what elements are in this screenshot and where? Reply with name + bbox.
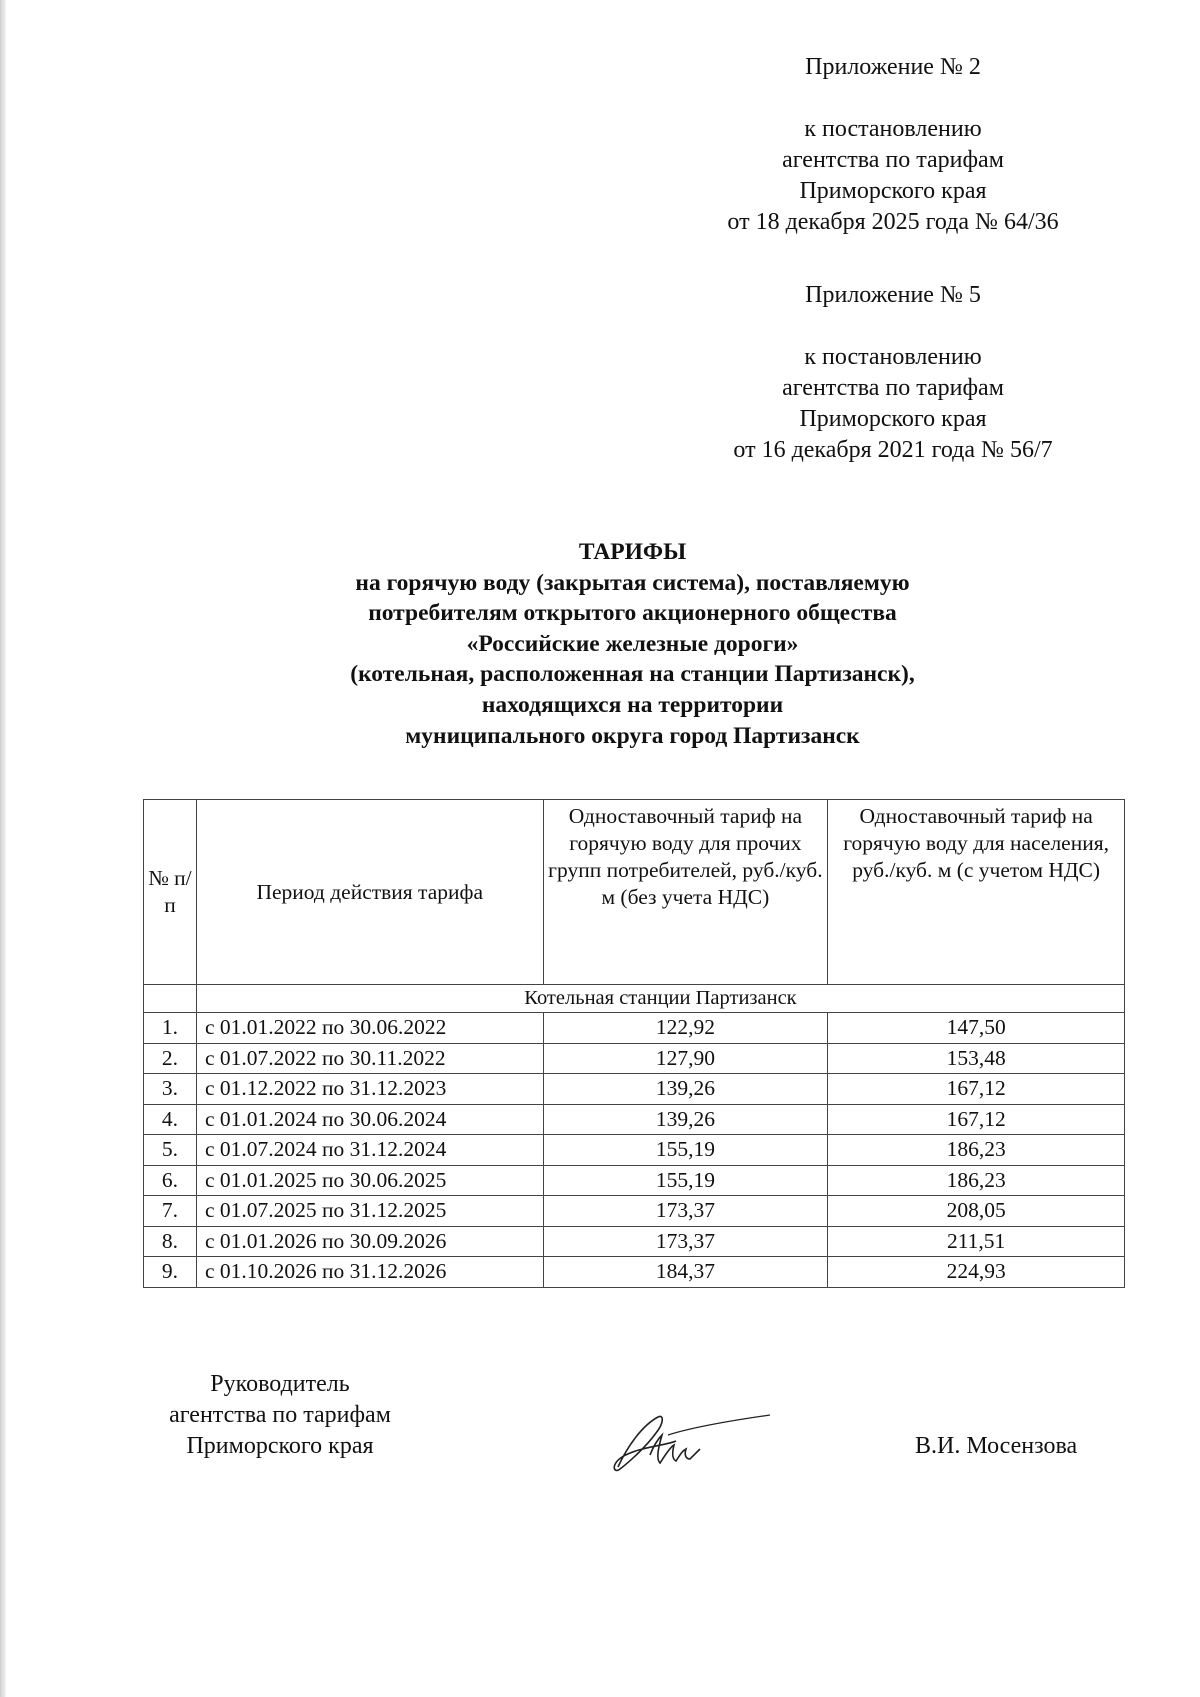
table-header-row — [144, 800, 1125, 985]
row-period-cell: с 01.01.2022 по 30.06.2022 — [196, 1013, 543, 1044]
appendix-original — [683, 280, 1103, 466]
row-tariff-population-cell: 153,48 — [828, 1043, 1125, 1074]
row-number-cell: 9. — [144, 1257, 197, 1288]
table-row — [144, 1135, 1125, 1166]
row-period-cell: с 01.10.2026 по 31.12.2026 — [196, 1257, 543, 1288]
title-line: потребителям открытого акционерного общества — [368, 600, 897, 627]
row-tariff-other-cell: 173,37 — [543, 1226, 828, 1257]
row-period-cell: с 01.01.2024 по 30.06.2024 — [196, 1104, 543, 1135]
row-tariff-other-cell: 173,37 — [543, 1196, 828, 1227]
row-tariff-other-cell: 127,90 — [543, 1043, 828, 1074]
title-line: муниципального округа город Партизанск — [405, 722, 860, 749]
appendix-original-line: агентства по тарифам — [782, 375, 1004, 401]
row-period-cell: с 01.07.2025 по 31.12.2025 — [196, 1196, 543, 1227]
document-title — [140, 537, 1125, 751]
row-tariff-other-cell: 139,26 — [543, 1104, 828, 1135]
row-period-cell: с 01.07.2024 по 31.12.2024 — [196, 1135, 543, 1166]
appendix-current-line: агентства по тарифам — [782, 147, 1004, 173]
table-row — [144, 1226, 1125, 1257]
header-tariff-population: Одноставочный тариф на горячую воду для населения, руб./куб. м (с учетом НДС) — [828, 800, 1125, 985]
header-period: Период действия тарифа — [196, 800, 543, 985]
row-tariff-population-cell: 167,12 — [828, 1104, 1125, 1135]
row-tariff-population-cell: 208,05 — [828, 1196, 1125, 1227]
table-row — [144, 1257, 1125, 1288]
appendix-current-date: от 18 декабря 2025 года № 64/36 — [727, 209, 1059, 235]
row-tariff-population-cell: 186,23 — [828, 1135, 1125, 1166]
signer-position-line: агентства по тарифам — [169, 1402, 391, 1428]
table-section-row — [144, 985, 1125, 1013]
row-tariff-other-cell: 155,19 — [543, 1135, 828, 1166]
appendix-original-line: к постановлению — [804, 344, 982, 370]
table-row — [144, 1165, 1125, 1196]
signer-position — [130, 1369, 430, 1462]
appendix-current-line: к постановлению — [804, 116, 982, 142]
signer-name: В.И. Мосензова — [915, 1433, 1078, 1459]
handwritten-signature — [598, 1405, 778, 1485]
signer-position-line: Руководитель — [210, 1371, 350, 1397]
title-line: на горячую воду (закрытая система), поставляемую — [355, 569, 910, 596]
appendix-original-line: Приморского края — [799, 406, 987, 432]
row-tariff-population-cell: 167,12 — [828, 1074, 1125, 1105]
table-row — [144, 1196, 1125, 1227]
section-title: Котельная станции Партизанск — [196, 985, 1124, 1013]
row-tariff-population-cell: 211,51 — [828, 1226, 1125, 1257]
row-period-cell: с 01.12.2022 по 31.12.2023 — [196, 1074, 543, 1105]
row-tariff-population-cell: 186,23 — [828, 1165, 1125, 1196]
appendix-original-heading: Приложение № 5 — [805, 282, 981, 308]
row-number-cell: 6. — [144, 1165, 197, 1196]
appendix-original-date: от 16 декабря 2021 года № 56/7 — [733, 437, 1053, 463]
row-tariff-population-cell: 147,50 — [828, 1013, 1125, 1044]
row-tariff-other-cell: 122,92 — [543, 1013, 828, 1044]
table-row — [144, 1043, 1125, 1074]
row-number-cell: 5. — [144, 1135, 197, 1166]
title-line: (котельная, расположенная на станции Партизанск), — [350, 661, 915, 688]
row-tariff-other-cell: 155,19 — [543, 1165, 828, 1196]
row-number-cell: 1. — [144, 1013, 197, 1044]
scan-edge-shadow — [0, 0, 6, 1697]
row-number-cell: 8. — [144, 1226, 197, 1257]
row-number-cell: 7. — [144, 1196, 197, 1227]
title-line: находящихся на территории — [481, 691, 784, 718]
row-tariff-other-cell: 139,26 — [543, 1074, 828, 1105]
appendix-current-heading: Приложение № 2 — [805, 54, 981, 80]
row-period-cell: с 01.07.2022 по 30.11.2022 — [196, 1043, 543, 1074]
signer-position-line: Приморского края — [186, 1433, 374, 1459]
table-row — [144, 1104, 1125, 1135]
row-number-cell: 4. — [144, 1104, 197, 1135]
table-row — [144, 1074, 1125, 1105]
row-number-cell: 2. — [144, 1043, 197, 1074]
header-num: № п/п — [144, 800, 197, 985]
title-line: ТАРИФЫ — [578, 539, 687, 565]
appendix-current — [683, 52, 1103, 238]
row-number-cell: 3. — [144, 1074, 197, 1105]
title-line: «Российские железные дороги» — [466, 630, 799, 657]
tariff-table — [143, 799, 1125, 1288]
section-empty-cell — [144, 985, 197, 1013]
appendix-current-line: Приморского края — [799, 178, 987, 204]
row-period-cell: с 01.01.2026 по 30.09.2026 — [196, 1226, 543, 1257]
row-tariff-other-cell: 184,37 — [543, 1257, 828, 1288]
table-row — [144, 1013, 1125, 1044]
header-tariff-other: Одноставочный тариф на горячую воду для прочих групп потребителей, руб./куб. м (без учета НДС) — [543, 800, 828, 985]
row-period-cell: с 01.01.2025 по 30.06.2025 — [196, 1165, 543, 1196]
row-tariff-population-cell: 224,93 — [828, 1257, 1125, 1288]
